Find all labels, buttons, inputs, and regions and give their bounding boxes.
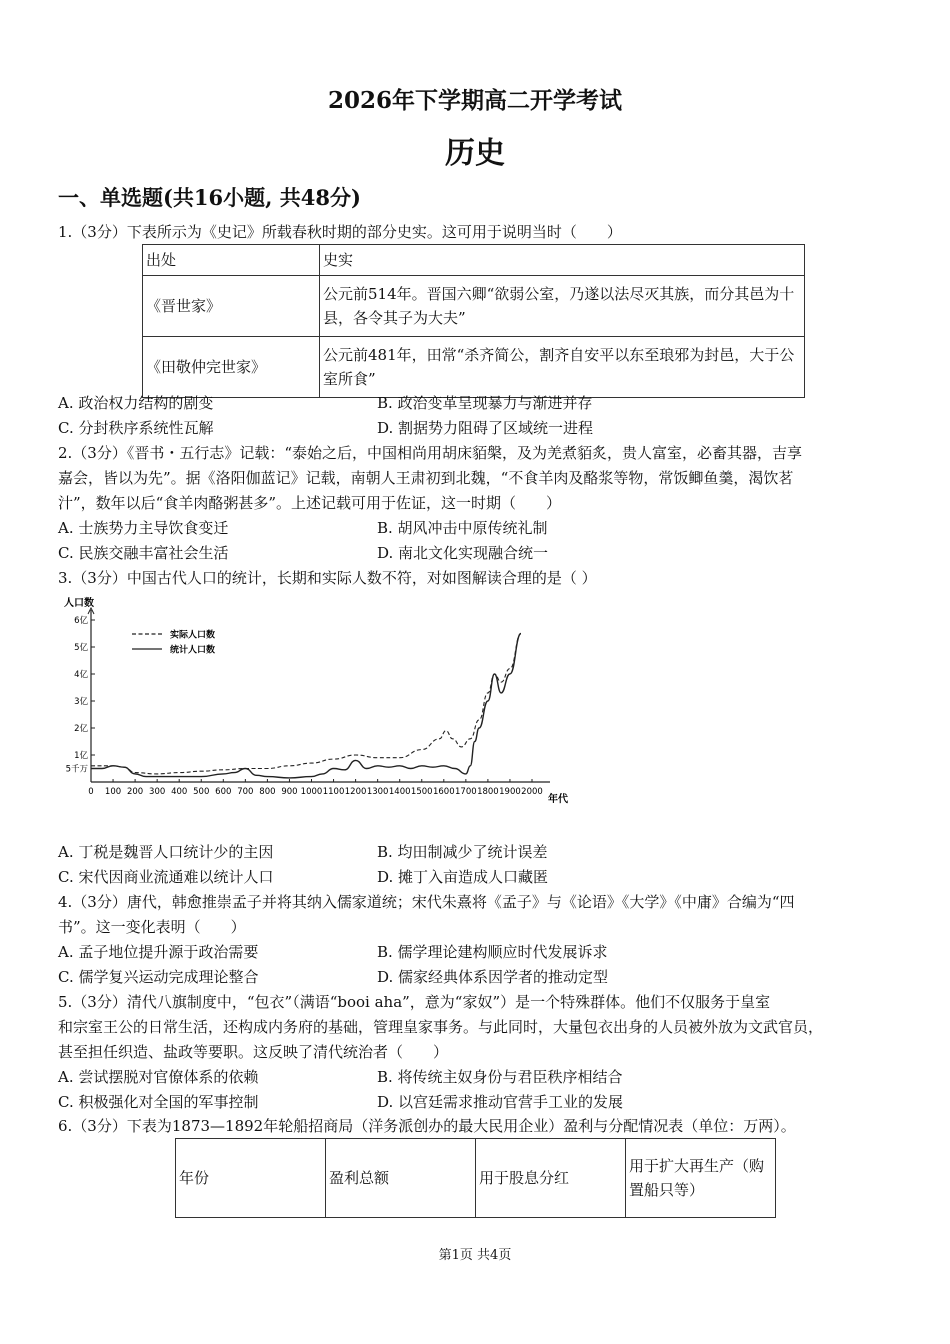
q5-option-c: C. 积极强化对全国的军事控制 [58,1093,259,1111]
q1-option-c: C. 分封秩序系统性瓦解 [58,419,214,437]
chart-y-tick-label: 3亿 [74,697,88,707]
chart-x-tick-label: 100 [104,787,122,797]
table-header-row [176,1139,776,1218]
chart-x-tick-label: 1900 [499,787,521,797]
question-6-table [175,1138,776,1218]
q3-option-c: C. 宋代因商业流通难以统计人口 [58,868,274,886]
chart-y-tick-label: 2亿 [74,724,88,734]
chart-x-tick-label: 1300 [366,787,389,797]
chart-legend [132,629,215,656]
chart-x-tick-label: 800 [259,787,276,797]
chart-y-tick-label: 4亿 [74,670,88,680]
page-footer: 第1页 共4页 [438,1248,512,1263]
q2-option-d: D. 南北文化实现融合统一 [377,544,549,562]
chart-y-tick-label: 6亿 [74,616,88,626]
chart-x-tick-label: 400 [171,787,188,797]
chart-x-tick-label: 1700 [455,787,477,797]
question-6-stem: 6.（3分）下表为1873—1892年轮船招商局（洋务派创办的最大民用企业）盈利与分配情况表（单位：万两）。 [58,1117,796,1135]
table-cell: 《田敬仲完世家》 [143,337,320,398]
chart-series-recorded-line [91,634,521,778]
chart-x-tick-label: 500 [193,787,210,797]
question-1-table [142,244,805,398]
table-cell: 公元前481年，田常“杀齐简公，割齐自安平以东至琅邪为封邑，大于公室所食” [320,337,805,398]
chart-series [91,634,521,778]
chart-x-tick-label: 2000 [521,787,543,797]
q1-option-a: A. 政治权力结构的剧变 [58,394,214,412]
question-5-stem-line: 和宗室王公的日常生活，还构成内务府的基础，管理皇家事务。与此同时，大量包衣出身的人员被外放为文武官员， [58,1018,824,1036]
chart-x-tick-label: 200 [126,787,144,797]
table-header-source: 出处 [143,245,320,276]
q4-option-c: C. 儒学复兴运动完成理论整合 [58,968,259,986]
q1-option-b: B. 政治变革呈现暴力与渐进并存 [377,394,593,412]
chart-y-axis-label: 人口数 [64,598,94,609]
chart-x-tick-label: 1000 [300,787,323,797]
question-5-stem-line: 甚至担任织造、盐政等要职。这反映了清代统治者（ ） [58,1043,449,1061]
chart-legend-label: 统计人口数 [170,645,216,656]
table-header-year: 年份 [176,1139,326,1218]
q3-option-b: B. 均田制减少了统计误差 [377,843,548,861]
q5-option-d: D. 以宫廷需求推动官营手工业的发展 [377,1093,624,1111]
question-4-stem-line: 书”。这一变化表明（ ） [58,918,246,936]
chart-x-tick-label: 1800 [477,787,499,797]
question-5-stem-line: 5.（3分）清代八旗制度中，“包衣”（满语“booi aha”，意为“家奴”）是一个特殊群体。他们不仅服务于皇室 [58,993,771,1011]
q3-option-d: D. 摊丁入亩造成人口藏匿 [377,868,549,886]
question-2-stem-line: 2.（3分）《晋书・五行志》记载：“泰始之后，中国相尚用胡床貊槃，及为羌煮貊炙，贵人富室，必畜其器，吉享 [58,444,803,462]
q2-option-c: C. 民族交融丰富社会生活 [58,544,229,562]
chart-x-tick-label: 1500 [410,787,433,797]
q4-option-b: B. 儒学理论建构顺应时代发展诉求 [377,943,608,961]
table-header-fact: 史实 [320,245,805,276]
subject-title: 历史 [445,136,505,171]
q4-option-d: D. 儒家经典体系因学者的推动定型 [377,968,609,986]
chart-x-tick-label: 1100 [322,787,345,797]
table-cell: 《晋世家》 [143,276,320,337]
chart-x-tick-label: 300 [149,787,166,797]
q2-option-a: A. 士族势力主导饮食变迁 [58,519,229,537]
chart-x-axis-label: 年代 [548,794,568,805]
chart-x-tick-label: 900 [281,787,298,797]
chart-y-tick-label: 5亿 [74,643,88,653]
table-row [143,276,805,337]
table-header-reinvest: 用于扩大再生产（购置船只等） [626,1139,776,1218]
chart-x-tick-label: 700 [237,787,254,797]
question-2-stem-line: 汁”，数年以后“食羊肉酪粥甚多”。上述记载可用于佐证，这一时期（ ） [58,494,562,512]
chart-x-tick-label: 1600 [432,787,455,797]
chart-x-tick-label: 1400 [388,787,411,797]
q3-option-a: A. 丁税是魏晋人口统计少的主因 [58,843,274,861]
chart-y-tick-label: 5千万 [65,764,88,775]
question-4-stem-line: 4.（3分）唐代，韩愈推崇孟子并将其纳入儒家道统；宋代朱熹将《孟子》与《论语》《大学》《中庸》合编为“四 [58,893,795,911]
q2-option-b: B. 胡风冲击中原传统礼制 [377,519,548,537]
exam-title: 2026年下学期高二开学考试 [327,87,622,114]
chart-series-actual-line [91,634,521,774]
chart-axes [66,608,550,797]
section-heading: 一、单选题(共16小题, 共48分) [58,185,361,210]
table-header-profit: 盈利总额 [326,1139,476,1218]
chart-y-tick-label: 1亿 [74,751,88,761]
q1-option-d: D. 割据势力阻碍了区域统一进程 [377,419,594,437]
table-header-dividend: 用于股息分红 [476,1139,626,1218]
table-cell: 公元前514年。晋国六卿“欲弱公室，乃遂以法尽灭其族，而分其邑为十县，各令其子为大夫” [320,276,805,337]
q5-option-a: A. 尝试摆脱对官僚体系的依赖 [58,1068,259,1086]
population-chart [58,592,578,810]
table-row [143,337,805,398]
chart-legend-label: 实际人口数 [170,630,216,641]
question-1-stem: 1.（3分）下表所示为《史记》所载春秋时期的部分史实。这可用于说明当时（ ） [58,223,622,241]
q5-option-b: B. 将传统主奴身份与君臣秩序相结合 [377,1068,623,1086]
q4-option-a: A. 孟子地位提升源于政治需要 [58,943,259,961]
chart-x-tick-label: 0 [88,787,94,797]
chart-x-tick-label: 600 [215,787,232,797]
question-3-stem: 3.（3分）中国古代人口的统计，长期和实际人数不符，对如图解读合理的是（ ） [58,569,597,587]
question-2-stem-line: 嘉会，皆以为先”。据《洛阳伽蓝记》记载，南朝人王肃初到北魏，“不食羊肉及酪浆等物，常饭鲫鱼羹，渴饮茗 [58,469,794,487]
chart-x-tick-label: 1200 [344,787,367,797]
